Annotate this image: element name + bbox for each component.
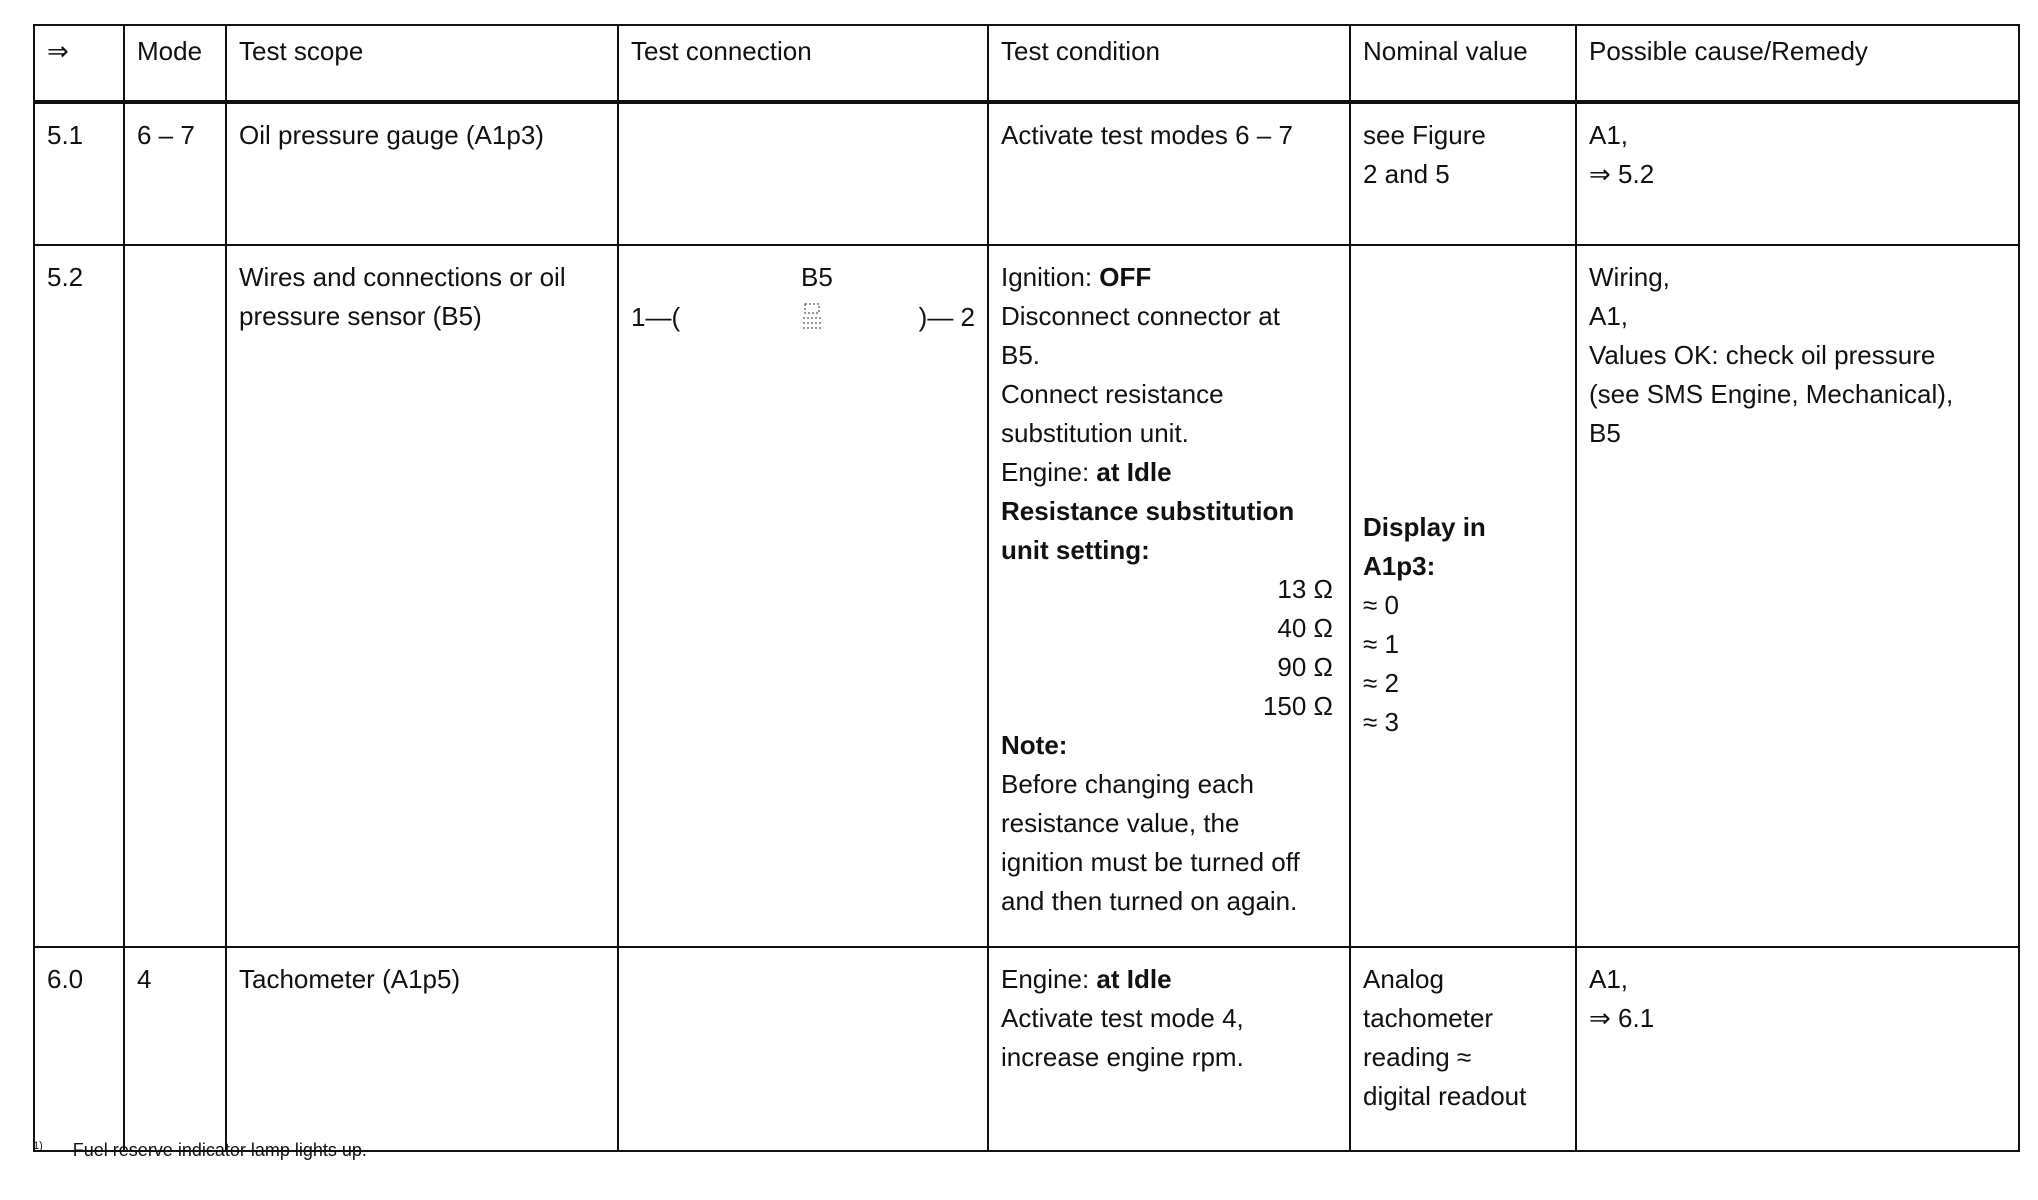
step-number: 5.2 [34, 245, 124, 947]
cause-line: B5 [1589, 418, 1621, 448]
table-row-5-2 [34, 245, 2019, 947]
nominal-line: reading ≈ [1363, 1042, 1472, 1072]
display-value: ≈ 3 [1363, 707, 1399, 737]
engine-label: Engine: [1001, 964, 1097, 994]
display-value: ≈ 0 [1363, 590, 1399, 620]
nominal-line: digital readout [1363, 1081, 1527, 1111]
engine-line [1001, 960, 1337, 999]
nominal-value [1350, 947, 1576, 1151]
note-line: resistance value, the [1001, 808, 1240, 838]
condition-line: Disconnect connector at [1001, 301, 1280, 331]
cause-line: Wiring, [1589, 262, 1670, 292]
engine-value: at Idle [1096, 964, 1172, 994]
display-heading: A1p3: [1363, 551, 1436, 581]
condition-line: Connect resistance [1001, 379, 1224, 409]
header-possible-cause: Possible cause/Remedy [1576, 25, 2019, 102]
mode-value: 6 – 7 [124, 102, 226, 245]
nominal-value [1350, 245, 1576, 947]
cause-line: A1, [1589, 301, 1629, 331]
resistance-setting: 40 Ω [1277, 613, 1333, 643]
condition-line: Activate test modes 6 – 7 [1001, 120, 1293, 150]
nominal-line: 2 and 5 [1363, 159, 1450, 189]
display-value: ≈ 2 [1363, 668, 1399, 698]
test-scope-text: Wires and connections or oil pressure sensor (B5) [239, 262, 566, 331]
note-line: and then turned on again. [1001, 886, 1298, 916]
engine-value: at Idle [1096, 457, 1172, 487]
nominal-line: see Figure [1363, 120, 1486, 150]
note-line: ignition must be turned off [1001, 847, 1300, 877]
resistance-setting: 13 Ω [1277, 574, 1333, 604]
cause-line: ⇒ 6.1 [1589, 1003, 1655, 1033]
note-line: Before changing each [1001, 769, 1254, 799]
header-test-scope: Test scope [226, 25, 618, 102]
sensor-symbol-icon [799, 302, 825, 330]
header-nominal-value: Nominal value [1350, 25, 1576, 102]
setting-heading: unit setting: [1001, 535, 1150, 565]
test-scope: Tachometer (A1p5) [226, 947, 618, 1151]
step-number: 5.1 [34, 102, 124, 245]
footnote-text: Fuel reserve indicator lamp lights up. [72, 1140, 367, 1160]
cause-line: ⇒ 5.2 [1589, 159, 1655, 189]
nominal-value [1350, 102, 1576, 245]
cause-line: (see SMS Engine, Mechanical), [1589, 379, 1954, 409]
possible-cause [1576, 245, 2019, 947]
test-condition [988, 102, 1350, 245]
header-mode: Mode [124, 25, 226, 102]
engine-label: Engine: [1001, 457, 1097, 487]
ignition-label: Ignition: [1001, 262, 1100, 292]
test-condition [988, 947, 1350, 1151]
condition-line: substitution unit. [1001, 418, 1189, 448]
test-table-page [33, 24, 2018, 1152]
ignition-line [1001, 258, 1337, 297]
engine-line [1001, 453, 1337, 492]
test-connection [618, 245, 988, 947]
nominal-line: Analog [1363, 964, 1444, 994]
table-header-row [34, 25, 2019, 102]
cause-line: A1, [1589, 964, 1629, 994]
condition-line: Activate test mode 4, [1001, 1003, 1244, 1033]
test-scope: Oil pressure gauge (A1p3) [226, 102, 618, 245]
nominal-line: tachometer [1363, 1003, 1494, 1033]
footnote-marker: 1) [33, 1140, 43, 1152]
connection-diagram [631, 258, 975, 338]
test-table [33, 24, 2020, 1152]
test-connection [618, 102, 988, 245]
test-connection [618, 947, 988, 1151]
mode-value [124, 245, 226, 947]
possible-cause [1576, 102, 2019, 245]
step-number: 6.0 [34, 947, 124, 1151]
ignition-value: OFF [1099, 262, 1152, 292]
header-test-condition: Test condition [988, 25, 1350, 102]
resistance-setting: 90 Ω [1277, 652, 1333, 682]
table-row-5-1 [34, 102, 2019, 245]
header-arrow: ⇒ [34, 25, 124, 102]
pin-right: )— 2 [918, 302, 975, 332]
resistance-setting: 150 Ω [1262, 691, 1333, 721]
cause-line: Values OK: check oil pressure [1589, 340, 1936, 370]
note-label: Note: [1001, 730, 1068, 760]
component-label: B5 [801, 262, 833, 292]
setting-heading: Resistance substitution [1001, 496, 1295, 526]
mode-value: 4 [124, 947, 226, 1151]
resistance-settings [1001, 570, 1337, 726]
display-value: ≈ 1 [1363, 629, 1399, 659]
condition-line: increase engine rpm. [1001, 1042, 1244, 1072]
header-test-connection: Test connection [618, 25, 988, 102]
test-condition [988, 245, 1350, 947]
cause-line: A1, [1589, 120, 1629, 150]
possible-cause [1576, 947, 2019, 1151]
test-scope [226, 245, 618, 947]
footnote [33, 1140, 367, 1161]
condition-line: B5. [1001, 340, 1041, 370]
table-row-6-0 [34, 947, 2019, 1151]
display-values [1363, 258, 1563, 742]
pin-left: 1—( [631, 302, 681, 332]
display-heading: Display in [1363, 512, 1486, 542]
